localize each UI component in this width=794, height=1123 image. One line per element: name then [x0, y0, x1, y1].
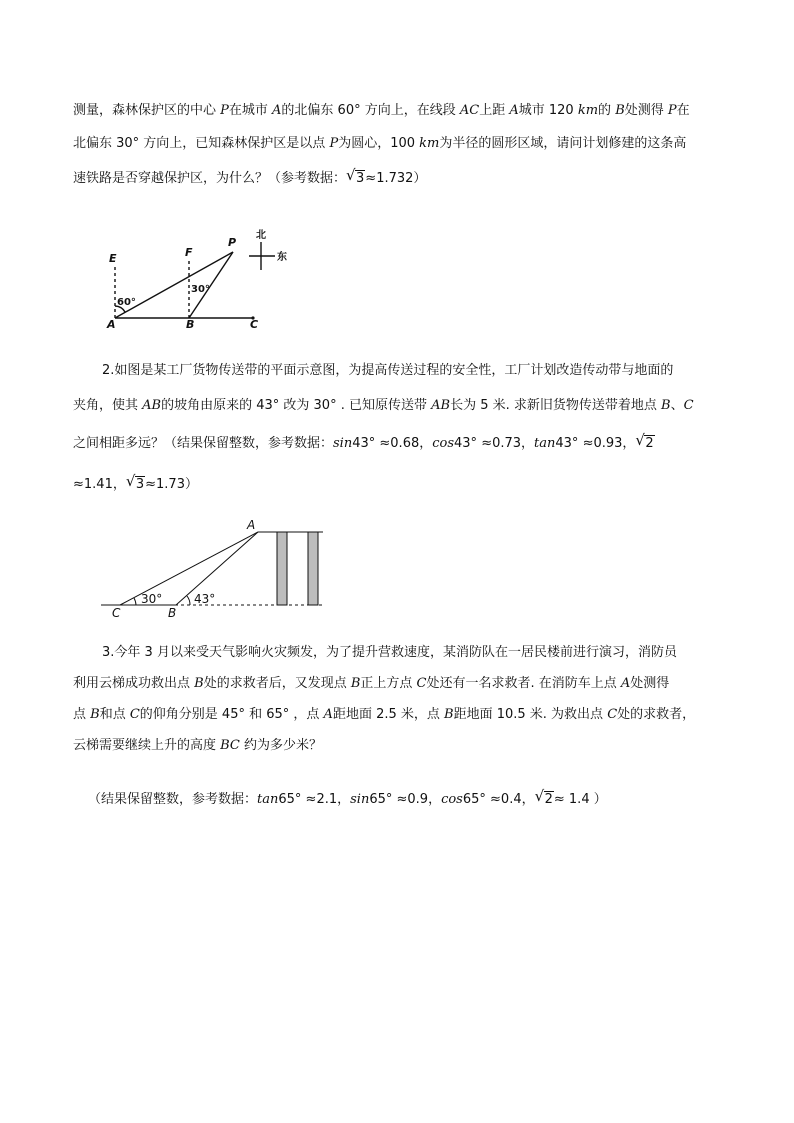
- var-A: A: [323, 707, 333, 722]
- label-A: A: [107, 318, 116, 331]
- p3-line4: 云梯需要继续上升的高度 BC 约为多少米？: [73, 738, 323, 753]
- p3-line2: 利用云梯成功救出点 B处的求救者后，又发现点 B正上方点 C处还有一名求救者. 在消防车上点 A处测得: [73, 676, 670, 691]
- figure-problem2: [98, 515, 338, 625]
- label-C: C: [250, 318, 259, 331]
- unit-km: km: [577, 103, 599, 118]
- func-tan: tan: [534, 436, 556, 451]
- line-ap: [115, 252, 233, 318]
- p3-line1: 3.今年 3 月以来受天气影响火灾频发，为了提升营救速度，某消防队在一居民楼前进行演习，消防员: [102, 645, 677, 660]
- p1-line1: 测量，森林保护区的中心 P在城市 A的北偏东 60° 方向上，在线段 AC上距 A城市 120 km的 B处测得 P在: [73, 103, 690, 118]
- p2-line3: 之间相距多远？（结果保留整数，参考数据：sin43° ≈0.68，cos43° ≈0.73，tan43° ≈0.93， √ 2: [73, 431, 654, 451]
- sqrt-symbol: √ 2: [534, 787, 553, 807]
- label-B: B: [186, 318, 195, 331]
- pillar-left: [277, 532, 287, 605]
- sqrt-symbol: √ 3: [346, 166, 365, 186]
- func-cos: cos: [441, 792, 463, 807]
- sqrt-symbol: √ 2: [635, 431, 654, 451]
- var-A: A: [620, 676, 631, 691]
- var-B: B: [90, 707, 100, 722]
- sqrt-symbol: √ 3: [125, 472, 145, 492]
- var-A: A: [272, 103, 282, 118]
- var-B: B: [444, 707, 454, 722]
- var-C: C: [607, 707, 618, 722]
- func-sin: sin: [350, 792, 370, 807]
- p2-line4: ≈1.41， √ 3≈1.73）: [73, 472, 198, 492]
- var-AB: AB: [431, 398, 451, 413]
- label-F: F: [185, 246, 193, 259]
- p3-line5: （结果保留整数，参考数据：tan65° ≈2.1，sin65° ≈0.9，cos65° ≈0.4， √ 2≈ 1.4 ）: [88, 787, 607, 807]
- var-P: P: [329, 136, 339, 151]
- var-P: P: [667, 103, 677, 118]
- angle-label-30: 30°: [191, 284, 210, 295]
- angle-label-43: 43°: [194, 592, 216, 606]
- p3-line3: 点 B和点 C的仰角分别是 45° 和 65° ，点 A距地面 2.5 米，点 B距地面 10.5 米. 为救出点 C处的求救者，: [73, 707, 696, 722]
- var-B: B: [194, 676, 204, 691]
- var-B: B: [350, 676, 361, 691]
- label-E: E: [109, 252, 117, 265]
- func-tan: tan: [257, 792, 279, 807]
- var-P: P: [220, 103, 229, 118]
- p2-line1: 2.如图是某工厂货物传送带的平面示意图，为提高传送过程的安全性，工厂计划改造传动带与地面的: [102, 363, 674, 378]
- p2-line2: 夹角，使其 AB的坡角由原来的 43° 改为 30° . 已知原传送带 AB长为 5 米. 求新旧货物传送带着地点 B、C: [73, 398, 694, 413]
- func-sin: sin: [333, 436, 353, 451]
- figure-problem1: [103, 222, 303, 342]
- compass-east-label: 东: [277, 252, 287, 263]
- var-AB: AB: [142, 398, 162, 413]
- unit-km: km: [419, 136, 440, 151]
- p1-line3: 速铁路是否穿越保护区，为什么？（参考数据： √ 3≈1.732）: [73, 166, 427, 186]
- label-B: B: [168, 606, 177, 620]
- var-C: C: [129, 707, 140, 722]
- angle-label-30: 30°: [141, 592, 163, 606]
- var-C: C: [683, 398, 694, 413]
- var-A: A: [509, 103, 519, 118]
- var-BC: BC: [220, 738, 240, 753]
- angle-arc-c: [134, 598, 136, 605]
- var-B: B: [661, 398, 671, 413]
- label-P: P: [228, 236, 237, 249]
- pillar-right: [308, 532, 318, 605]
- var-AC: AC: [459, 103, 480, 118]
- var-C: C: [416, 676, 427, 691]
- angle-arc-b: [187, 596, 190, 605]
- label-C: C: [112, 606, 121, 620]
- p1-line2: 北偏东 30° 方向上，已知森林保护区是以点 P为圆心，100 km为半径的圆形区域，请问计划修建的这条高: [73, 136, 687, 151]
- compass-north-label: 北: [256, 230, 266, 241]
- func-cos: cos: [432, 436, 455, 451]
- label-A: A: [247, 518, 256, 532]
- angle-label-60: 60°: [117, 297, 136, 308]
- var-B: B: [615, 103, 625, 118]
